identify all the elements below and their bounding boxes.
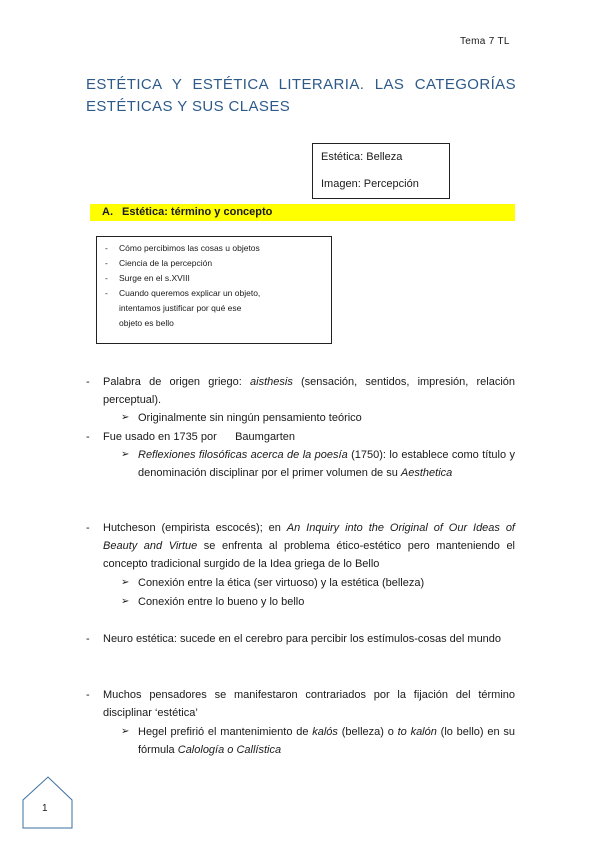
paragraph-neuro: - Neuro estética: sucede en el cerebro para percibir los estímulos-cosas del mundo	[86, 633, 502, 645]
paragraph-origin: - Palabra de origen griego: aisthesis (sensación, sentidos, impresión, relación perceptual).	[86, 376, 515, 406]
sub-point: ➢ Originalmente sin ningún pensamiento teórico	[121, 412, 362, 424]
sub-point: ➢ Hegel prefirió el mantenimiento de kalós (belleza) o to kalón (lo bello) en su fórmula Calología o Callística	[121, 726, 515, 756]
summary-box	[312, 143, 450, 199]
page-title: ESTÉTICA Y ESTÉTICA LITERARIA. LAS CATEGORÍAS ESTÉTICAS Y SUS CLASES	[86, 76, 516, 115]
notes-box	[96, 236, 332, 344]
paragraph-baumgarten: - Fue usado en 1735 por Baumgarten	[86, 431, 296, 443]
summary-line-2: Imagen: Percepción	[321, 178, 419, 190]
sub-point: ➢ Conexión entre lo bueno y lo bello	[121, 596, 305, 608]
paragraph-thinkers: - Muchos pensadores se manifestaron contrariados por la fijación del término disciplinar ‘estética’	[86, 689, 515, 719]
notes-item: - Surge en el s.XVIII	[119, 271, 190, 286]
paragraph-hutcheson: - Hutcheson (empirista escocés); en An Inquiry into the Original of Our Ideas of Beauty and Virtue se enfrenta al problema ético-estético pero manteniendo el concepto tradicional surgido de la Idea griega de lo Bello	[86, 522, 515, 570]
notes-item: - Cuando queremos explicar un objeto,	[119, 286, 260, 301]
page-number-badge	[22, 774, 74, 830]
sub-point: ➢ Conexión entre la ética (ser virtuoso) y la estética (belleza)	[121, 577, 425, 589]
section-letter: A.	[102, 206, 113, 218]
section-a-heading	[90, 204, 515, 221]
notes-item: - Ciencia de la percepción	[119, 256, 212, 271]
notes-item-continued: intentamos justificar por qué ese	[119, 303, 242, 313]
sub-point: ➢ Reflexiones filosóficas acerca de la poesía (1750): lo establece como título y denominación disciplinar por el primer volumen de su Aesthetica	[121, 449, 515, 479]
page-number: 1	[42, 803, 48, 814]
section-title: Estética: término y concepto	[122, 206, 273, 218]
page-header-topic: Tema 7 TL	[460, 36, 510, 47]
notes-item: - Cómo percibimos las cosas u objetos	[119, 241, 260, 256]
summary-line-1: Estética: Belleza	[321, 151, 403, 163]
notes-item-continued: objeto es bello	[119, 318, 174, 328]
